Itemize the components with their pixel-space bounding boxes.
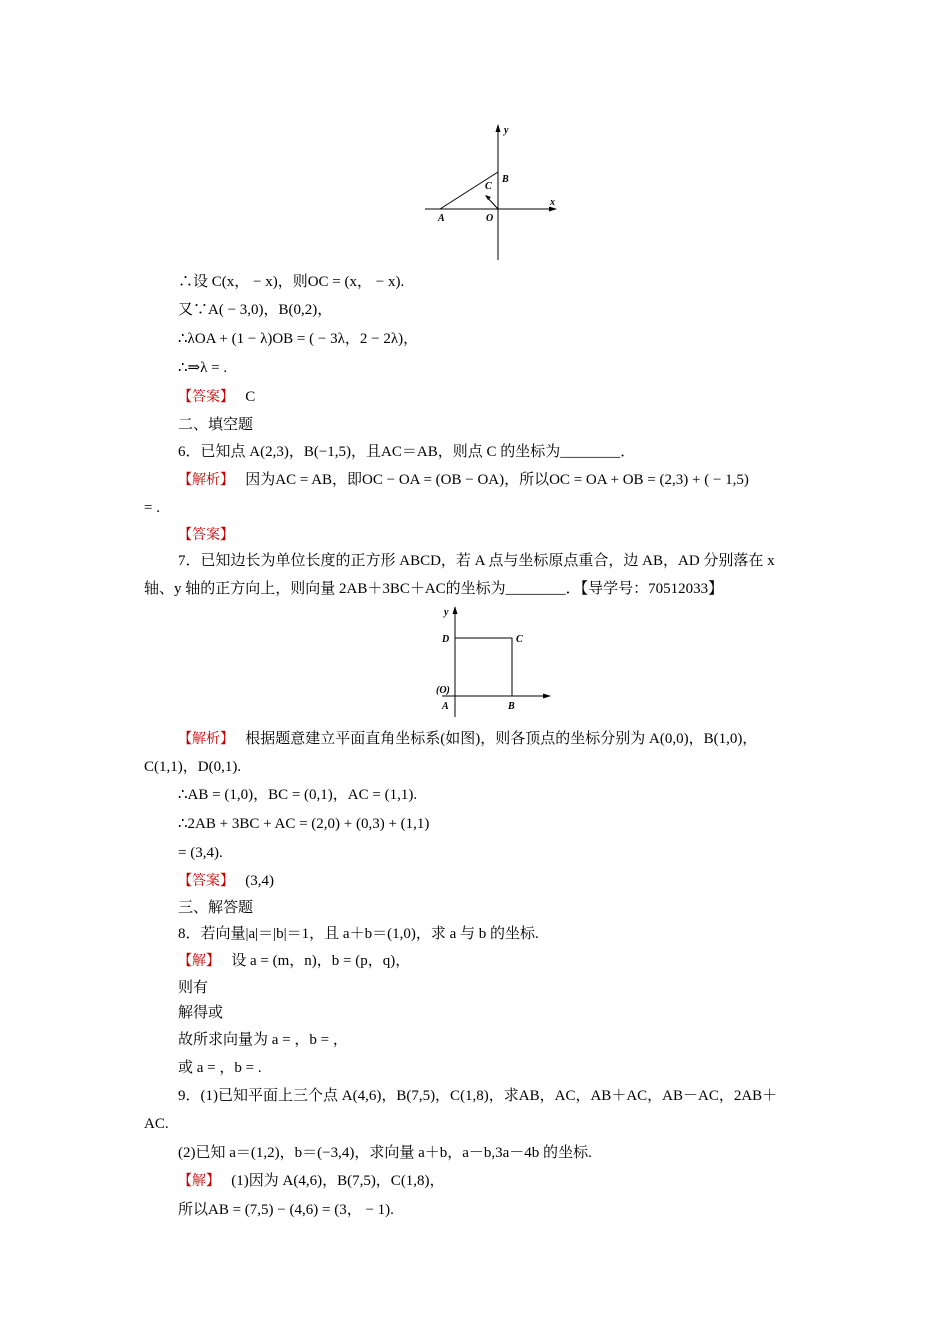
analysis-q6 [178,470,749,490]
question-8: 8．若向量|a|＝|b|＝1，且 a＋b＝(1,0)，求 a 与 b 的坐标. [178,926,539,942]
fig2-origin-o: (O) [436,685,450,696]
fig1-x-label: x [550,197,555,208]
fig1-y-label: y [504,125,509,136]
answer-tag: 【答案】 [178,873,234,889]
fig1-point-b: B [502,174,509,185]
analysis-q7-2: C(1,1)，D(0,1). [144,759,242,775]
line-1: ∴设 C(x， − x)，则OC = (x， − x). [178,274,405,290]
answer-q5 [178,387,255,407]
analysis-q6-cont: = . [144,500,160,516]
fig2-point-c: C [516,634,523,645]
answer-tag: 【答案】 [178,389,234,405]
analysis-q7-5: = (3,4). [178,845,223,861]
fig2-point-d: D [442,634,450,645]
analysis-tag: 【解析】 [178,731,234,747]
answer-q6 [178,525,234,545]
solution-tag: 【解】 [178,953,220,969]
line-3: ∴λOA + (1 − λ)OB = ( − 3λ，2 − 2λ)， [178,331,419,347]
solution-q9-2: 所以AB = (7,5) − (4,6) = (3， − 1). [178,1202,394,1218]
question-9-part2: (2)已知 a＝(1,2)，b＝(−3,4)，求向量 a＋b，a－b,3a－4b 的坐标. [178,1145,592,1161]
solution-q9 [178,1171,445,1191]
solution-text: 设 a = (m，n)，b = (p，q)， [231,953,411,969]
solution-q8-5: 或 a = ，b = . [178,1060,262,1076]
coordinate-figure-2 [432,604,557,719]
answer-value: (3,4) [245,873,274,889]
coordinate-figure-1 [420,120,570,265]
solution-text: (1)因为 A(4,6)，B(7,5)，C(1,8)， [231,1173,445,1189]
fig2-point-b: B [508,701,515,712]
question-7-cont: 轴、y 轴的正方向上，则向量 2AB＋3BC＋AC的坐标为________．【导学号：70512033】 [144,581,724,597]
line-2: 又∵A( − 3,0)，B(0,2)， [178,302,333,318]
analysis-q7-4: ∴2AB + 3BC + AC = (2,0) + (0,3) + (1,1) [178,816,430,832]
fig1-point-a: A [438,213,445,224]
question-6: 6．已知点 A(2,3)，B(−1,5)，且AC＝AB，则点 C 的坐标为________． [178,444,636,460]
solution-tag: 【解】 [178,1173,220,1189]
solution-q8-4: 故所求向量为 a = ，b = ， [178,1032,348,1048]
fig1-origin-o: O [486,213,494,224]
analysis-tag: 【解析】 [178,472,234,488]
analysis-q7-3: ∴AB = (1,0)，BC = (0,1)，AC = (1,1). [178,787,418,803]
section-solve: 三、解答题 [178,900,254,916]
answer-q7 [178,871,274,891]
solution-q8 [178,951,410,971]
solution-q8-2: 则有 [178,980,209,996]
question-9: 9．(1)已知平面上三个点 A(4,6)，B(7,5)，C(1,8)，求AB，AC，AB＋AC，AB－AC，2AB＋ [178,1088,778,1104]
answer-tag: 【答案】 [178,527,234,543]
fig2-point-a: A [442,701,449,712]
analysis-text: 因为AC = AB，即OC − OA = (OB − OA)，所以OC = OA + OB = (2,3) + ( − 1,5) [245,472,749,488]
question-7: 7．已知边长为单位长度的正方形 ABCD，若 A 点与坐标原点重合，边 AB，AD 分别落在 x [178,553,775,569]
section-fill-blank: 二、填空题 [178,417,254,433]
fig2-y-label: y [444,607,449,618]
analysis-q7 [178,729,757,749]
question-9-cont: AC. [144,1116,169,1132]
line-4: ∴⇒λ = . [178,360,228,376]
analysis-text: 根据题意建立平面直角坐标系(如图)，则各顶点的坐标分别为 A(0,0)，B(1,0)， [245,731,758,747]
solution-q8-3: 解得或 [178,1005,224,1021]
fig1-point-c: C [485,181,492,192]
answer-value: C [245,389,256,405]
